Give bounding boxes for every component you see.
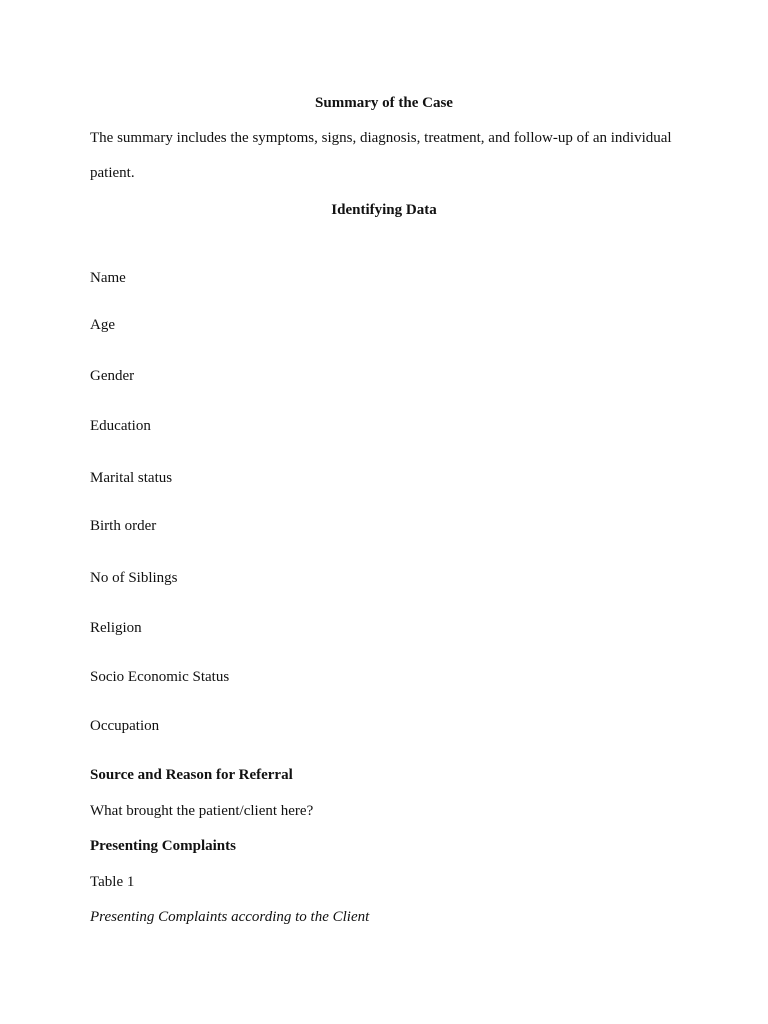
field-name-label: Name bbox=[90, 270, 126, 286]
field-socio-economic-label: Socio Economic Status bbox=[90, 669, 230, 685]
table-caption: Presenting Complaints according to the Client bbox=[90, 909, 370, 925]
document-title: Summary of the Case bbox=[315, 95, 453, 111]
field-siblings-label: No of Siblings bbox=[90, 570, 178, 586]
field-birth-order-label: Birth order bbox=[90, 518, 157, 534]
referral-question: What brought the patient/client here? bbox=[90, 803, 314, 819]
field-occupation-label: Occupation bbox=[90, 718, 160, 734]
table-label: Table 1 bbox=[90, 874, 135, 890]
presenting-complaints-heading: Presenting Complaints bbox=[90, 838, 236, 854]
field-marital-status-label: Marital status bbox=[90, 470, 173, 486]
identifying-data-heading: Identifying Data bbox=[331, 202, 437, 218]
field-education-label: Education bbox=[90, 418, 151, 434]
field-gender-label: Gender bbox=[90, 368, 135, 384]
field-age-label: Age bbox=[90, 317, 115, 333]
referral-heading: Source and Reason for Referral bbox=[90, 767, 293, 783]
intro-paragraph-line-2: patient. bbox=[90, 165, 135, 181]
field-religion-label: Religion bbox=[90, 620, 142, 636]
intro-paragraph-line-1: The summary includes the symptoms, signs, diagnosis, treatment, and follow-up of an individual bbox=[90, 130, 672, 146]
